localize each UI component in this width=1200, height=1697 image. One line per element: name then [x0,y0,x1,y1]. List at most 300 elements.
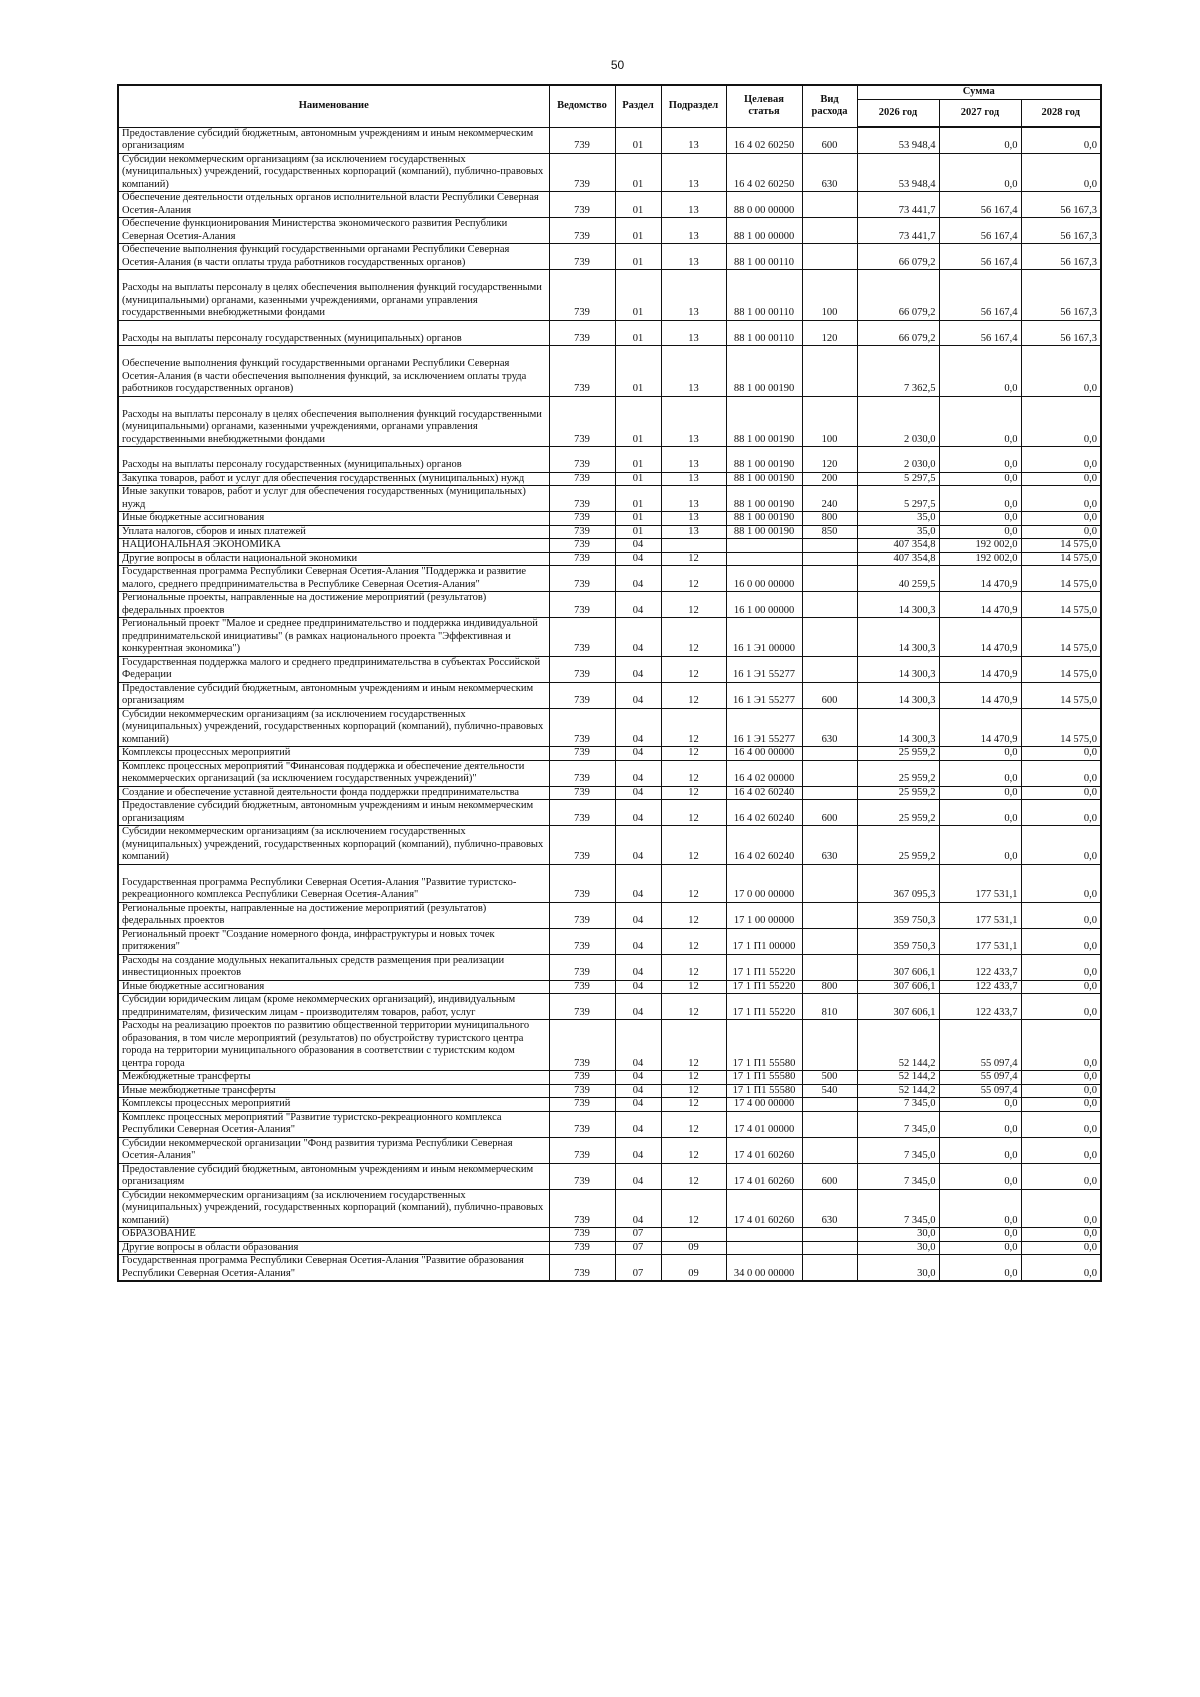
cell-2027: 0,0 [939,786,1021,800]
cell-target: 17 1 П1 55580 [726,1071,802,1085]
cell-vedomstvo: 739 [549,1163,615,1189]
table-row [118,127,1101,153]
cell-expense-type [802,1255,857,1282]
cell-razdel: 01 [615,153,661,192]
cell-2027: 14 470,9 [939,618,1021,657]
col-header-name: Наименование [118,85,549,127]
cell-vedomstvo: 739 [549,447,615,473]
cell-expense-type [802,1111,857,1137]
cell-2027: 0,0 [939,447,1021,473]
cell-podrazdel: 12 [661,994,726,1020]
cell-razdel: 01 [615,486,661,512]
cell-target: 88 1 00 00110 [726,270,802,321]
cell-vedomstvo: 739 [549,928,615,954]
cell-target: 17 1 00 00000 [726,902,802,928]
cell-target: 16 4 02 60240 [726,800,802,826]
cell-target: 88 0 00 00000 [726,192,802,218]
cell-name: Региональные проекты, направленные на достижение мероприятий (результатов) федеральных проектов [118,902,549,928]
cell-razdel: 04 [615,539,661,553]
cell-podrazdel: 13 [661,525,726,539]
cell-podrazdel: 13 [661,346,726,397]
cell-name: Государственная программа Республики Северная Осетия-Алания "Поддержка и развитие малого, среднего предпринимательства в Республике Северная Осетия-Алания" [118,566,549,592]
cell-2027: 55 097,4 [939,1084,1021,1098]
cell-expense-type [802,786,857,800]
cell-2028: 0,0 [1021,1084,1101,1098]
cell-2027: 0,0 [939,1241,1021,1255]
cell-name: Субсидии некоммерческим организациям (за исключением государственных (муниципальных) учреждений, государственных корпораций (компаний), публично-правовых компаний) [118,153,549,192]
cell-podrazdel: 09 [661,1241,726,1255]
cell-razdel: 01 [615,396,661,447]
cell-2027: 0,0 [939,1228,1021,1242]
cell-2028: 0,0 [1021,980,1101,994]
cell-name: НАЦИОНАЛЬНАЯ ЭКОНОМИКА [118,539,549,553]
cell-target: 16 1 Э1 55277 [726,656,802,682]
cell-vedomstvo: 739 [549,153,615,192]
cell-2028: 0,0 [1021,346,1101,397]
cell-target: 17 1 П1 55220 [726,980,802,994]
cell-vedomstvo: 739 [549,512,615,526]
table-header [118,85,1101,127]
table-row [118,1163,1101,1189]
table-row [118,1228,1101,1242]
cell-2026: 14 300,3 [857,592,939,618]
cell-name: Предоставление субсидий бюджетным, автономным учреждениям и иным некоммерческим организациям [118,127,549,153]
cell-target: 16 4 02 60250 [726,153,802,192]
cell-razdel: 04 [615,928,661,954]
cell-2026: 30,0 [857,1255,939,1282]
table-row [118,1020,1101,1071]
cell-target [726,1241,802,1255]
cell-expense-type: 600 [802,682,857,708]
cell-2028: 0,0 [1021,954,1101,980]
cell-2028: 56 167,3 [1021,192,1101,218]
cell-2026: 25 959,2 [857,800,939,826]
table-row [118,192,1101,218]
cell-expense-type [802,218,857,244]
col-header-2026: 2026 год [857,99,939,127]
cell-podrazdel: 13 [661,512,726,526]
cell-2027: 0,0 [939,472,1021,486]
cell-target: 16 1 Э1 55277 [726,682,802,708]
cell-2027: 0,0 [939,1163,1021,1189]
cell-target: 17 4 01 60260 [726,1163,802,1189]
cell-podrazdel: 12 [661,1111,726,1137]
cell-vedomstvo: 739 [549,682,615,708]
cell-vedomstvo: 739 [549,472,615,486]
cell-vedomstvo: 739 [549,127,615,153]
cell-podrazdel: 13 [661,218,726,244]
cell-expense-type: 600 [802,127,857,153]
cell-vedomstvo: 739 [549,1020,615,1071]
cell-2026: 40 259,5 [857,566,939,592]
cell-expense-type [802,539,857,553]
cell-2027: 55 097,4 [939,1071,1021,1085]
cell-name: Комплексы процессных мероприятий [118,747,549,761]
cell-vedomstvo: 739 [549,786,615,800]
cell-2026: 25 959,2 [857,786,939,800]
cell-razdel: 04 [615,800,661,826]
cell-name: Региональный проект "Создание номерного фонда, инфраструктуры и новых точек притяжения" [118,928,549,954]
col-header-sum: Сумма [857,85,1101,99]
cell-vedomstvo: 739 [549,800,615,826]
cell-name: Закупка товаров, работ и услуг для обеспечения государственных (муниципальных) нужд [118,472,549,486]
cell-2028: 0,0 [1021,486,1101,512]
cell-2026: 73 441,7 [857,192,939,218]
table-row [118,994,1101,1020]
table-row [118,486,1101,512]
cell-2028: 0,0 [1021,1111,1101,1137]
cell-podrazdel: 12 [661,864,726,902]
cell-2026: 53 948,4 [857,153,939,192]
cell-podrazdel: 12 [661,786,726,800]
cell-razdel: 04 [615,1163,661,1189]
cell-name: Межбюджетные трансферты [118,1071,549,1085]
cell-target: 17 4 00 00000 [726,1098,802,1112]
cell-2026: 367 095,3 [857,864,939,902]
cell-name: Предоставление субсидий бюджетным, автономным учреждениям и иным некоммерческим организациям [118,682,549,708]
cell-razdel: 01 [615,525,661,539]
cell-razdel: 04 [615,682,661,708]
cell-2027: 0,0 [939,127,1021,153]
cell-target: 16 4 02 00000 [726,760,802,786]
cell-expense-type [802,902,857,928]
cell-name: Региональный проект "Малое и среднее предпринимательство и поддержка индивидуальной предпринимательской инициативы" (в рамках национального проекта "Эффективная и конкурентная экономика") [118,618,549,657]
cell-expense-type [802,552,857,566]
table-row [118,708,1101,747]
cell-2028: 14 575,0 [1021,708,1101,747]
cell-razdel: 04 [615,826,661,865]
cell-2026: 35,0 [857,525,939,539]
cell-2027: 56 167,4 [939,244,1021,270]
cell-2027: 56 167,4 [939,192,1021,218]
cell-2026: 53 948,4 [857,127,939,153]
cell-podrazdel [661,1228,726,1242]
cell-vedomstvo: 739 [549,708,615,747]
cell-vedomstvo: 739 [549,192,615,218]
cell-razdel: 04 [615,656,661,682]
cell-2028: 56 167,3 [1021,218,1101,244]
cell-2027: 0,0 [939,1255,1021,1282]
cell-2026: 35,0 [857,512,939,526]
cell-expense-type: 630 [802,708,857,747]
cell-expense-type [802,656,857,682]
cell-2027: 177 531,1 [939,928,1021,954]
cell-vedomstvo: 739 [549,760,615,786]
cell-vedomstvo: 739 [549,864,615,902]
cell-2027: 0,0 [939,346,1021,397]
cell-2027: 0,0 [939,486,1021,512]
table-row [118,218,1101,244]
cell-name: Комплексы процессных мероприятий [118,1098,549,1112]
cell-razdel: 01 [615,472,661,486]
cell-target: 17 4 01 60260 [726,1137,802,1163]
cell-podrazdel: 12 [661,902,726,928]
cell-podrazdel: 13 [661,472,726,486]
cell-target: 16 0 00 00000 [726,566,802,592]
cell-2028: 0,0 [1021,1241,1101,1255]
cell-2027: 0,0 [939,512,1021,526]
cell-target: 17 1 П1 00000 [726,928,802,954]
cell-2027: 0,0 [939,1137,1021,1163]
cell-vedomstvo: 739 [549,1084,615,1098]
cell-vedomstvo: 739 [549,1111,615,1137]
cell-expense-type: 540 [802,1084,857,1098]
cell-name: Иные межбюджетные трансферты [118,1084,549,1098]
cell-expense-type: 800 [802,980,857,994]
cell-target: 16 4 00 00000 [726,747,802,761]
cell-target: 88 1 00 00190 [726,512,802,526]
cell-name: Государственная программа Республики Северная Осетия-Алания "Развитие туристско-рекреационного комплекса Республики Северная Осетия-Алания" [118,864,549,902]
cell-expense-type: 630 [802,153,857,192]
cell-name: Уплата налогов, сборов и иных платежей [118,525,549,539]
table-row [118,760,1101,786]
cell-expense-type [802,928,857,954]
cell-razdel: 04 [615,1137,661,1163]
cell-expense-type [802,1137,857,1163]
cell-2028: 0,0 [1021,1137,1101,1163]
cell-2027: 0,0 [939,525,1021,539]
cell-2028: 0,0 [1021,800,1101,826]
table-row [118,270,1101,321]
cell-vedomstvo: 739 [549,566,615,592]
cell-2026: 14 300,3 [857,682,939,708]
cell-podrazdel: 13 [661,486,726,512]
cell-2026: 7 345,0 [857,1137,939,1163]
table-row [118,1189,1101,1228]
cell-target: 16 1 Э1 55277 [726,708,802,747]
table-row [118,826,1101,865]
cell-podrazdel: 12 [661,592,726,618]
cell-target: 16 1 Э1 00000 [726,618,802,657]
cell-podrazdel: 13 [661,270,726,321]
cell-2027: 0,0 [939,760,1021,786]
cell-name: Иные бюджетные ассигнования [118,980,549,994]
cell-podrazdel: 09 [661,1255,726,1282]
cell-2026: 359 750,3 [857,902,939,928]
cell-name: Обеспечение функционирования Министерства экономического развития Республики Северная Осетия-Алания [118,218,549,244]
cell-2028: 56 167,3 [1021,320,1101,346]
cell-podrazdel [661,539,726,553]
cell-name: Другие вопросы в области национальной экономики [118,552,549,566]
cell-2027: 0,0 [939,800,1021,826]
cell-target: 88 1 00 00110 [726,320,802,346]
cell-name: Расходы на выплаты персоналу в целях обеспечения выполнения функций государственными (муниципальными) органами, казенными учреждениями, органами управления государственными внебюджетными фондами [118,396,549,447]
cell-2028: 0,0 [1021,1098,1101,1112]
cell-2028: 14 575,0 [1021,539,1101,553]
cell-name: Расходы на реализацию проектов по развитию общественной территории муниципального образования, в том числе мероприятий (результатов) по обустройству туристского центра города на территории муниципального образования в соответствии с туристским кодом центра города [118,1020,549,1071]
cell-razdel: 01 [615,127,661,153]
cell-podrazdel: 13 [661,320,726,346]
cell-vedomstvo: 739 [549,539,615,553]
cell-podrazdel: 12 [661,826,726,865]
cell-2027: 122 433,7 [939,954,1021,980]
cell-razdel: 01 [615,218,661,244]
cell-razdel: 04 [615,1098,661,1112]
cell-name: Другие вопросы в области образования [118,1241,549,1255]
cell-target: 17 1 П1 55580 [726,1084,802,1098]
cell-target [726,552,802,566]
cell-2026: 30,0 [857,1228,939,1242]
table-row [118,1098,1101,1112]
cell-name: Государственная поддержка малого и среднего предпринимательства в субъектах Российской Федерации [118,656,549,682]
cell-2026: 2 030,0 [857,447,939,473]
cell-expense-type [802,192,857,218]
cell-2026: 25 959,2 [857,826,939,865]
col-header-target: Целевая статья [726,85,802,127]
cell-expense-type [802,244,857,270]
cell-expense-type [802,747,857,761]
table-row [118,1255,1101,1282]
cell-expense-type [802,1228,857,1242]
col-header-2027: 2027 год [939,99,1021,127]
cell-name: Предоставление субсидий бюджетным, автономным учреждениям и иным некоммерческим организациям [118,800,549,826]
cell-target: 17 4 01 00000 [726,1111,802,1137]
table-row [118,1084,1101,1098]
cell-2026: 25 959,2 [857,747,939,761]
cell-podrazdel: 12 [661,980,726,994]
cell-2028: 0,0 [1021,512,1101,526]
table-row [118,800,1101,826]
cell-target: 88 1 00 00190 [726,486,802,512]
cell-expense-type [802,1098,857,1112]
cell-name: Региональные проекты, направленные на достижение мероприятий (результатов) федеральных проектов [118,592,549,618]
cell-vedomstvo: 739 [549,902,615,928]
table-row [118,1071,1101,1085]
cell-expense-type: 240 [802,486,857,512]
cell-name: Субсидии юридическим лицам (кроме некоммерческих организаций), индивидуальным предпринимателям, физическим лицам - производителям товаров, работ, услуг [118,994,549,1020]
cell-target: 34 0 00 00000 [726,1255,802,1282]
cell-target [726,1228,802,1242]
cell-vedomstvo: 739 [549,592,615,618]
cell-vedomstvo: 739 [549,618,615,657]
cell-razdel: 04 [615,1111,661,1137]
cell-2026: 5 297,5 [857,486,939,512]
table-row [118,320,1101,346]
table-row [118,346,1101,397]
cell-podrazdel: 12 [661,1084,726,1098]
cell-razdel: 04 [615,760,661,786]
cell-2027: 14 470,9 [939,592,1021,618]
cell-2026: 7 345,0 [857,1098,939,1112]
table-row [118,539,1101,553]
cell-razdel: 04 [615,566,661,592]
page-number: 50 [610,58,625,72]
table-row [118,656,1101,682]
cell-vedomstvo: 739 [549,1228,615,1242]
cell-2026: 25 959,2 [857,760,939,786]
cell-2026: 7 345,0 [857,1163,939,1189]
col-header-expense-type: Вид расхода [802,85,857,127]
cell-2027: 14 470,9 [939,708,1021,747]
table-row [118,954,1101,980]
col-header-vedomstvo: Ведомство [549,85,615,127]
cell-name: ОБРАЗОВАНИЕ [118,1228,549,1242]
table-row [118,980,1101,994]
cell-vedomstvo: 739 [549,218,615,244]
cell-target: 88 1 00 00190 [726,447,802,473]
cell-podrazdel: 12 [661,954,726,980]
cell-target: 17 0 00 00000 [726,864,802,902]
cell-target: 88 1 00 00110 [726,244,802,270]
table-row [118,153,1101,192]
cell-target: 88 1 00 00190 [726,396,802,447]
cell-name: Субсидии некоммерческим организациям (за исключением государственных (муниципальных) учреждений, государственных корпораций (компаний), публично-правовых компаний) [118,708,549,747]
cell-podrazdel: 13 [661,396,726,447]
cell-razdel: 04 [615,980,661,994]
cell-2028: 56 167,3 [1021,270,1101,321]
cell-expense-type [802,954,857,980]
cell-2027: 14 470,9 [939,656,1021,682]
cell-target: 17 1 П1 55220 [726,954,802,980]
cell-expense-type [802,760,857,786]
cell-vedomstvo: 739 [549,1071,615,1085]
cell-name: Расходы на выплаты персоналу государственных (муниципальных) органов [118,447,549,473]
cell-razdel: 07 [615,1255,661,1282]
table-row [118,786,1101,800]
cell-vedomstvo: 739 [549,320,615,346]
cell-vedomstvo: 739 [549,1255,615,1282]
cell-target: 88 1 00 00190 [726,525,802,539]
cell-podrazdel: 12 [661,1071,726,1085]
cell-2026: 52 144,2 [857,1020,939,1071]
cell-2027: 192 002,0 [939,539,1021,553]
cell-vedomstvo: 739 [549,1189,615,1228]
cell-2027: 0,0 [939,396,1021,447]
cell-podrazdel: 13 [661,153,726,192]
cell-2027: 0,0 [939,153,1021,192]
cell-razdel: 01 [615,346,661,397]
col-header-2028: 2028 год [1021,99,1101,127]
cell-2028: 0,0 [1021,786,1101,800]
cell-vedomstvo: 739 [549,954,615,980]
cell-2026: 73 441,7 [857,218,939,244]
cell-razdel: 04 [615,954,661,980]
table-body [118,127,1101,1281]
table-row [118,592,1101,618]
cell-2028: 0,0 [1021,396,1101,447]
cell-vedomstvo: 739 [549,552,615,566]
cell-razdel: 01 [615,270,661,321]
cell-expense-type [802,618,857,657]
cell-name: Создание и обеспечение уставной деятельности фонда поддержки предпринимательства [118,786,549,800]
cell-2028: 0,0 [1021,447,1101,473]
cell-expense-type: 120 [802,447,857,473]
cell-expense-type [802,346,857,397]
cell-vedomstvo: 739 [549,980,615,994]
cell-expense-type: 500 [802,1071,857,1085]
cell-podrazdel: 13 [661,127,726,153]
table-row [118,396,1101,447]
cell-expense-type: 100 [802,396,857,447]
cell-podrazdel: 12 [661,760,726,786]
cell-2028: 0,0 [1021,902,1101,928]
table-row [118,525,1101,539]
cell-vedomstvo: 739 [549,346,615,397]
cell-razdel: 04 [615,864,661,902]
cell-name: Расходы на выплаты персоналу в целях обеспечения выполнения функций государственными (муниципальными) органами, казенными учреждениями, органами управления государственными внебюджетными фондами [118,270,549,321]
cell-vedomstvo: 739 [549,656,615,682]
cell-2026: 66 079,2 [857,270,939,321]
cell-2027: 14 470,9 [939,566,1021,592]
cell-name: Комплекс процессных мероприятий "Развитие туристско-рекреационного комплекса Республики Северная Осетия-Алания" [118,1111,549,1137]
cell-2028: 0,0 [1021,864,1101,902]
cell-2027: 0,0 [939,1111,1021,1137]
table-row [118,566,1101,592]
cell-expense-type: 630 [802,1189,857,1228]
cell-vedomstvo: 739 [549,1098,615,1112]
cell-vedomstvo: 739 [549,826,615,865]
cell-2026: 407 354,8 [857,552,939,566]
